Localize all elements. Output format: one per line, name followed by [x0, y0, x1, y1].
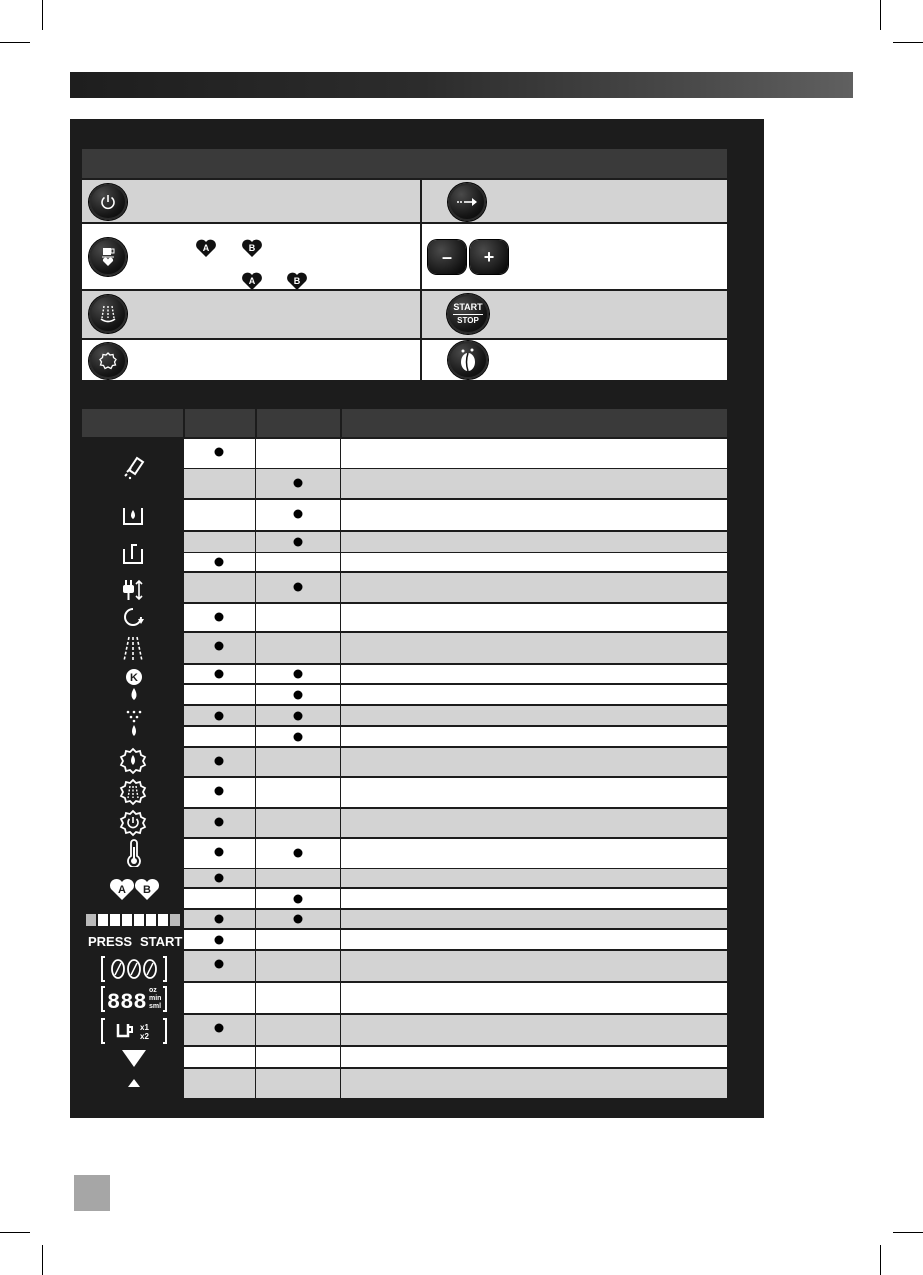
svg-text:A: A	[118, 884, 126, 896]
table-row	[184, 1047, 727, 1067]
unit-oz: oz	[149, 987, 157, 994]
svg-text:A: A	[248, 276, 256, 286]
plus-label: +	[483, 246, 495, 267]
indicator-dot-col2	[294, 849, 303, 858]
rotate-icon	[121, 605, 145, 629]
start-stop-button[interactable]	[447, 294, 489, 334]
progress-segment	[146, 914, 156, 926]
table-row	[184, 665, 727, 683]
gear-water-icon	[119, 747, 147, 775]
heart-b-display-icon	[134, 877, 160, 901]
cleaning-k-icon	[123, 668, 145, 704]
arrow-right-icon	[456, 197, 478, 207]
indicator-dot-col2	[294, 479, 303, 488]
indicator-dot-col2	[294, 510, 303, 519]
indicator-dot-col1	[215, 787, 224, 796]
bean-button[interactable]	[448, 341, 488, 379]
steam-lines-icon	[121, 635, 145, 663]
svg-text:K: K	[130, 672, 138, 684]
svg-text:888: 888	[107, 990, 147, 1014]
cup-x1-label: x1	[140, 1023, 149, 1032]
table-row	[184, 748, 727, 776]
plus-button[interactable]	[470, 240, 508, 274]
indicator-dot-col1	[215, 670, 224, 679]
table-row	[184, 839, 727, 868]
table-row	[184, 439, 727, 468]
table-header-col-0	[82, 409, 183, 437]
indicator-dot-col2	[294, 690, 303, 699]
indicator-dot-col1	[215, 757, 224, 766]
drip-tray-icon	[120, 541, 146, 567]
table-row	[184, 500, 727, 530]
settings-button[interactable]	[89, 343, 127, 379]
table-row	[184, 809, 727, 837]
crop-mark	[0, 1232, 30, 1233]
heart-b-icon	[286, 271, 308, 291]
power-icon	[99, 193, 117, 211]
progress-segment	[122, 914, 132, 926]
minus-button[interactable]	[428, 240, 466, 274]
thermometer-icon	[125, 839, 143, 867]
indicator-dot-col2	[294, 915, 303, 924]
control-cell-steam	[82, 291, 420, 338]
crop-mark	[0, 42, 30, 43]
indicator-dot-col1	[215, 613, 224, 622]
panel-tab	[762, 119, 764, 179]
indicator-dot-col1	[215, 558, 224, 567]
coffee-bean-icon	[456, 347, 480, 373]
table-header-col-3	[342, 409, 727, 437]
column-divider	[255, 437, 256, 1098]
table-row	[184, 910, 727, 928]
stop-label: STOP	[457, 316, 479, 325]
table-row	[184, 706, 727, 725]
indicator-dot-col1	[215, 448, 224, 457]
svg-text:B: B	[248, 243, 256, 253]
indicator-dot-col2	[294, 538, 303, 547]
indicator-dot-col1	[215, 848, 224, 857]
crop-mark	[880, 1245, 881, 1275]
indicator-dot-col1	[215, 874, 224, 883]
crop-mark	[42, 1245, 43, 1275]
page-number-box	[74, 1175, 110, 1211]
unit-sml: sml	[149, 1003, 162, 1010]
heart-a-icon	[241, 271, 263, 291]
grounds-drop-icon	[123, 709, 145, 739]
descale-icon	[121, 454, 147, 480]
indicator-dot-col1	[215, 642, 224, 651]
triangle-up-icon	[127, 1078, 141, 1088]
table-header-col-2	[257, 409, 340, 437]
bean-strength-icon	[100, 954, 168, 984]
table-row	[184, 727, 727, 746]
indicator-dot-col2	[294, 711, 303, 720]
cup-count-icon	[100, 1016, 168, 1046]
table-row	[184, 778, 727, 807]
svg-text:B: B	[293, 276, 301, 286]
controls-header-bar	[82, 149, 727, 178]
heart-a-display-icon	[109, 877, 135, 901]
table-row	[184, 951, 727, 981]
crop-mark	[42, 0, 43, 30]
press-label: PRESS	[88, 934, 133, 949]
control-cell-adjust	[422, 224, 727, 289]
gear-steam-icon	[119, 778, 147, 806]
indicator-dot-col1	[215, 915, 224, 924]
indicator-dot-col1	[215, 711, 224, 720]
table-row	[184, 573, 727, 602]
column-divider	[340, 437, 341, 1098]
progress-segment	[98, 914, 108, 926]
control-cell-settings	[82, 340, 420, 380]
table-row	[184, 869, 727, 887]
indicator-dot-col1	[215, 935, 224, 944]
table-header-col-1	[185, 409, 255, 437]
svg-text:A: A	[202, 243, 210, 253]
progress-segment	[110, 914, 120, 926]
indicator-dot-col2	[294, 894, 303, 903]
steam-button[interactable]	[89, 295, 127, 333]
heart-b-icon	[241, 238, 263, 258]
indicator-dot-col2	[294, 583, 303, 592]
table-row	[184, 1015, 727, 1045]
svg-text:B: B	[143, 884, 151, 896]
progress-segment	[86, 914, 96, 926]
table-row	[184, 930, 727, 949]
table-row	[184, 983, 727, 1013]
indicator-dot-col1	[215, 1024, 224, 1033]
progress-segment	[134, 914, 144, 926]
settings-gear-icon	[98, 351, 118, 371]
table-row	[184, 1069, 727, 1098]
power-button[interactable]	[89, 184, 127, 220]
progress-segment	[170, 914, 180, 926]
plug-icon	[120, 577, 146, 603]
next-button[interactable]	[448, 183, 486, 221]
gear-power-icon	[119, 809, 147, 837]
table-row	[184, 469, 727, 498]
control-cell-power	[82, 180, 420, 222]
table-row	[184, 553, 727, 571]
cup-heart-icon	[100, 246, 116, 268]
steam-icon	[98, 304, 118, 324]
water-tank-icon	[120, 502, 146, 528]
start-label: START	[453, 303, 482, 315]
profile-cup-button[interactable]	[89, 238, 127, 276]
crop-mark	[880, 0, 881, 30]
table-row	[184, 889, 727, 908]
table-row	[184, 633, 727, 663]
cup-x2-label: x2	[140, 1032, 149, 1041]
crop-mark	[893, 42, 923, 43]
table-row	[184, 604, 727, 631]
section-header-bar	[70, 72, 853, 98]
progress-segment	[158, 914, 168, 926]
unit-min: min	[149, 995, 162, 1002]
minus-label: –	[441, 246, 452, 267]
triangle-down-icon	[120, 1048, 148, 1068]
table-row	[184, 685, 727, 704]
crop-mark	[893, 1232, 923, 1233]
indicator-dot-col2	[294, 670, 303, 679]
indicator-dot-col1	[215, 818, 224, 827]
indicator-dot-col1	[215, 960, 224, 969]
indicator-dot-col2	[294, 732, 303, 741]
heart-a-icon	[195, 238, 217, 258]
start-display-label: START	[140, 934, 183, 949]
table-row	[184, 532, 727, 552]
